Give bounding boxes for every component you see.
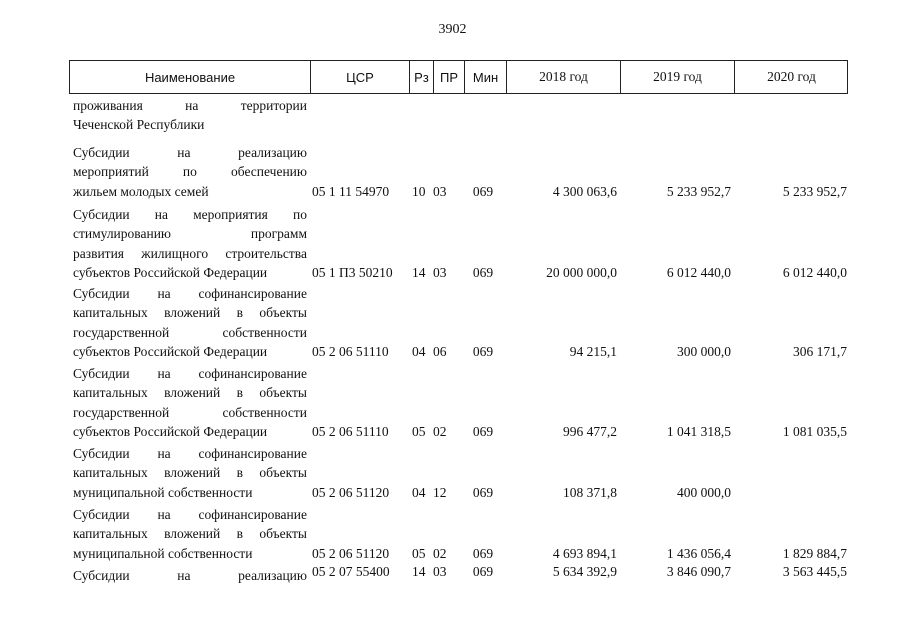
cell-y2019: 6 012 440,0 xyxy=(666,264,731,280)
row-name-line: субъектов Российской Федерации xyxy=(73,343,268,359)
cell-rz: 14 xyxy=(412,264,426,280)
header-csr: ЦСР xyxy=(310,61,409,93)
cell-y2018: 5 634 392,9 xyxy=(552,564,617,579)
cell-y2018: 4 693 894,1 xyxy=(552,545,617,561)
row-name-line: Чеченской Республики xyxy=(73,117,205,133)
cell-min: 069 xyxy=(472,183,494,199)
row-name-line: муниципальной собственности xyxy=(73,545,253,561)
header-name: Наименование xyxy=(144,69,236,85)
row-name xyxy=(73,364,307,441)
cell-y2019: 400 000,0 xyxy=(677,484,731,500)
cell-y2020: 5 233 952,7 xyxy=(782,183,847,199)
header-2018: 2018 год xyxy=(506,61,620,93)
cell-csr: 05 1 П3 50210 xyxy=(312,264,393,280)
cell-min: 069 xyxy=(472,264,494,280)
cell-y2020: 1 829 884,7 xyxy=(782,545,847,561)
header-pr: ПР xyxy=(433,61,464,93)
row-name-line: Субсидии на софинансирование xyxy=(73,366,307,381)
cell-y2018: 4 300 063,6 xyxy=(552,183,617,199)
row-name-line: капитальных вложений в объекты xyxy=(73,465,307,481)
row-name-line: Субсидии на мероприятия по xyxy=(73,207,307,222)
page-number: 3902 xyxy=(438,22,467,37)
row-name xyxy=(73,566,307,585)
cell-y2018: 94 215,1 xyxy=(569,343,617,359)
row-name-line: стимулированию программ xyxy=(73,226,307,242)
cell-y2019: 1 041 318,5 xyxy=(666,423,731,439)
cell-y2019: 1 436 056,4 xyxy=(666,545,731,561)
row-name-line: Субсидии на реализацию xyxy=(73,568,307,583)
row-name xyxy=(73,444,307,502)
row-name-line: капитальных вложений в объекты xyxy=(73,526,307,542)
cell-min: 069 xyxy=(472,545,494,561)
cell-pr: 03 xyxy=(433,564,447,579)
row-name-line: Субсидии на реализацию xyxy=(73,145,307,160)
cell-y2018: 108 371,8 xyxy=(563,484,617,500)
cell-pr: 03 xyxy=(433,183,447,199)
row-name-line: развития жилищного строительства xyxy=(73,245,307,261)
row-name xyxy=(73,284,307,361)
row-name-line: капитальных вложений в объекты xyxy=(73,385,307,401)
cell-rz: 14 xyxy=(412,564,426,579)
cell-pr: 12 xyxy=(433,484,447,500)
row-name xyxy=(73,205,307,282)
cell-min: 069 xyxy=(472,423,494,439)
cell-y2018: 20 000 000,0 xyxy=(546,264,617,280)
row-name-line: государственной собственности xyxy=(73,324,307,340)
cell-min: 069 xyxy=(472,564,494,579)
cell-y2019: 300 000,0 xyxy=(677,343,731,359)
cell-y2019: 3 846 090,7 xyxy=(666,564,731,579)
cell-y2019: 5 233 952,7 xyxy=(666,183,731,199)
row-name-line: субъектов Российской Федерации xyxy=(73,264,268,280)
cell-csr: 05 1 11 54970 xyxy=(312,183,390,199)
row-name-line: субъектов Российской Федерации xyxy=(73,423,268,439)
cell-csr: 05 2 06 51110 xyxy=(312,343,389,359)
row-name-line: Субсидии на софинансирование xyxy=(73,446,307,461)
cell-pr: 02 xyxy=(433,545,447,561)
cell-pr: 02 xyxy=(433,423,447,439)
cell-csr: 05 2 07 55400 xyxy=(312,564,390,579)
header-min: Мин xyxy=(464,61,506,93)
cell-csr: 05 2 06 51110 xyxy=(312,423,389,439)
header-2019: 2019 год xyxy=(620,61,734,93)
cell-rz: 05 xyxy=(412,545,426,561)
cell-min: 069 xyxy=(472,484,494,500)
cell-y2020: 6 012 440,0 xyxy=(782,264,847,280)
cell-rz: 10 xyxy=(412,183,426,199)
row-name-line: мероприятий по обеспечению xyxy=(73,164,307,180)
header-rz: Рз xyxy=(409,61,433,93)
cell-rz: 04 xyxy=(412,484,426,500)
cell-pr: 03 xyxy=(433,264,447,280)
cell-min: 069 xyxy=(472,343,494,359)
cell-csr: 05 2 06 51120 xyxy=(312,484,390,500)
cell-rz: 04 xyxy=(412,343,426,359)
header-2020: 2020 год xyxy=(734,61,848,93)
row-name-line: проживания на территории xyxy=(73,98,307,113)
cell-y2018: 996 477,2 xyxy=(563,423,617,439)
row-name-line: жильем молодых семей xyxy=(73,183,209,199)
cell-pr: 06 xyxy=(433,343,447,359)
cell-y2020: 1 081 035,5 xyxy=(782,423,847,439)
row-name xyxy=(73,96,307,135)
row-name-line: капитальных вложений в объекты xyxy=(73,305,307,321)
row-name-line: Субсидии на софинансирование xyxy=(73,286,307,301)
row-name xyxy=(73,143,307,201)
row-name-line: Субсидии на софинансирование xyxy=(73,507,307,522)
cell-rz: 05 xyxy=(412,423,426,439)
row-name xyxy=(73,505,307,563)
cell-csr: 05 2 06 51120 xyxy=(312,545,390,561)
row-name-line: муниципальной собственности xyxy=(73,484,253,500)
cell-y2020: 3 563 445,5 xyxy=(782,564,847,579)
cell-y2020: 306 171,7 xyxy=(793,343,847,359)
row-name-line: государственной собственности xyxy=(73,404,307,420)
